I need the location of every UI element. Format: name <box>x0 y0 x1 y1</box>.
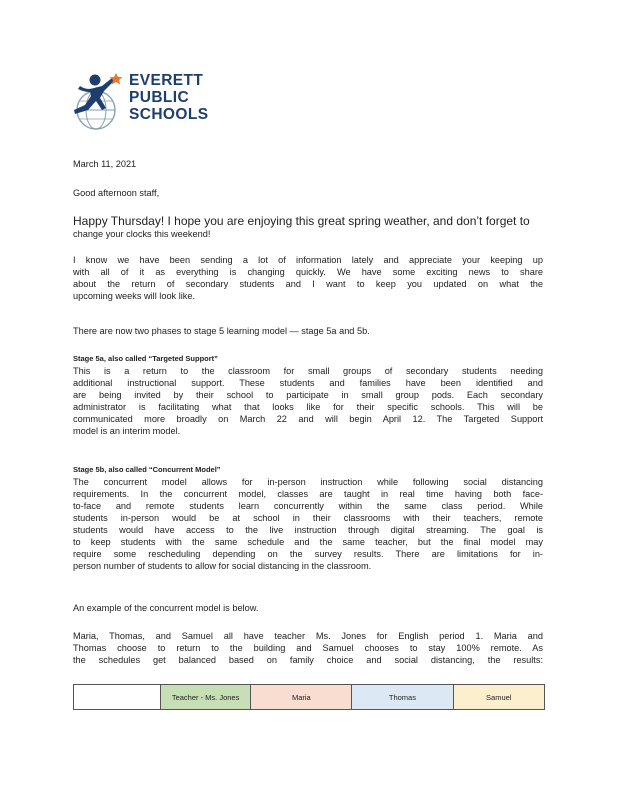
schedule-table <box>73 684 545 710</box>
example-line: Maria, Thomas, and Samuel all have teacher Ms. Jones for English period 1. Maria and <box>73 631 543 641</box>
stage-5b-line: requirements. In the concurrent model, classes are taught in real time having both face- <box>73 489 543 499</box>
example-line: the schedules get balanced based on family choice and social distancing, the results: <box>73 655 543 665</box>
stage-5a-line: administrator is facilitating what that looks like for their specific schools. This will be <box>73 402 543 412</box>
stage-5a-line: are being invited by their school to participate in small group pods. Each secondary <box>73 390 543 400</box>
intro-line: I know we have been sending a lot of information lately and appreciate your keeping up <box>73 255 543 265</box>
stage-5b-line: students in-person would be at school in their classrooms with their teachers, remote <box>73 513 543 523</box>
stage-5a-line: This is a return to the classroom for small groups of secondary students needing <box>73 366 543 376</box>
example-line: Thomas choose to return to the building and Samuel chooses to stay 100% remote. As <box>73 643 543 653</box>
stage-5a-line: communicated more broadly on March 22 and will begin April 12. The Targeted Support <box>73 414 543 424</box>
logo-line-3: SCHOOLS <box>129 106 209 123</box>
stage-5b-line: person number of students to allow for social distancing in the classroom. <box>73 561 372 571</box>
intro-line: with all of it as everything is changing quickly. We have some exciting news to share <box>73 267 543 277</box>
district-logo <box>72 70 222 132</box>
letter-date: March 11, 2021 <box>73 159 137 169</box>
stage-5b-line: to keep students with the same schedule and the same teacher, but the final model may <box>73 537 543 547</box>
stage-5a-section <box>73 353 543 437</box>
stage-5b-line: require some rescheduling depending on the survey results. There are limitations for in- <box>73 549 543 559</box>
greeting <box>73 214 543 240</box>
stage-5a-line: model is an interim model. <box>73 426 181 436</box>
district-name <box>129 72 208 123</box>
logo-line-1: EVERETT <box>129 72 204 89</box>
table-header-thomas: Thomas <box>352 685 453 710</box>
stage-5b-line: The concurrent model allows for in-person instruction while following social distancing <box>73 477 543 487</box>
intro-line: about the return of secondary students and I want to keep you updated on what the <box>73 279 543 289</box>
stage-5b-line: to-face and remote students learn concurrently within the same class period. While <box>73 501 543 511</box>
runner-globe-logo-icon <box>72 70 132 132</box>
table-header-maria: Maria <box>251 685 352 710</box>
stage-5b-heading: Stage 5b, also called “Concurrent Model” <box>73 465 221 474</box>
intro-paragraph <box>73 254 543 302</box>
stage-5a-line: additional instructional support. These students and families have been identified and <box>73 378 543 388</box>
stage-5b-section <box>73 464 543 572</box>
stage-5b-line: students would have access to the live instruction through digital streaming. The goal is <box>73 525 543 535</box>
phases-paragraph: There are now two phases to stage 5 learning model — stage 5a and 5b. <box>73 326 370 336</box>
table-header-teacher: Teacher - Ms. Jones <box>160 685 250 710</box>
greeting-line-1: Happy Thursday! I hope you are enjoying this great spring weather, and don’t forget to <box>73 214 530 228</box>
example-intro: An example of the concurrent model is below. <box>73 603 259 613</box>
example-paragraph <box>73 630 543 666</box>
intro-line: upcoming weeks will look like. <box>73 291 196 301</box>
salutation: Good afternoon staff, <box>73 188 160 198</box>
table-header-row <box>74 685 545 710</box>
logo-line-2: PUBLIC <box>129 89 190 106</box>
stage-5a-heading: Stage 5a, also called “Targeted Support” <box>73 354 218 363</box>
table-cell-blank <box>74 685 161 710</box>
table-header-samuel: Samuel <box>453 685 544 710</box>
greeting-line-2: change your clocks this weekend! <box>73 229 211 239</box>
